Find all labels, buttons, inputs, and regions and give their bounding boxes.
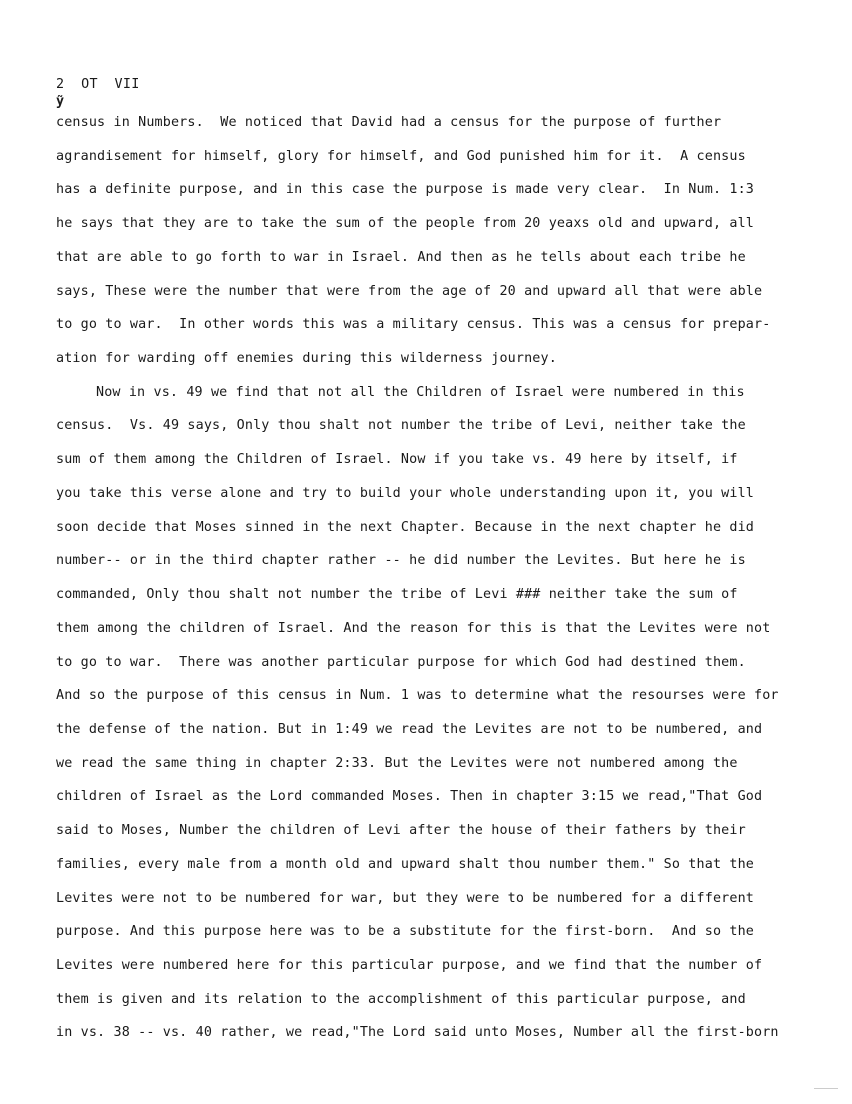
text-line: number-- or in the third chapter rather -- he did number the Levites. But here he is: [56, 553, 746, 569]
text-line: purpose. And this purpose here was to be a substitute for the first-born. And so the: [56, 924, 755, 940]
text-line: he says that they are to take the sum of the people from 20 yeaxs old and upward, all: [56, 216, 755, 232]
text-line: And so the purpose of this census in Num. 1 was to determine what the resourses were for: [56, 688, 779, 704]
text-line: sum of them among the Children of Israel. Now if you take vs. 49 here by itself, if: [56, 452, 738, 468]
scan-edge-mark: [814, 1088, 838, 1090]
text-line: to go to war. There was another particular purpose for which God had destined them.: [56, 654, 746, 670]
text-line: soon decide that Moses sinned in the next Chapter. Because in the next chapter he did: [56, 519, 755, 535]
text-line: that are able to go forth to war in Israel. And then as he tells about each tribe he: [56, 249, 746, 265]
text-line: to go to war. In other words this was a military census. This was a census for prepar-: [56, 317, 771, 333]
text-line: we read the same thing in chapter 2:33. But the Levites were not numbered among the: [56, 755, 738, 771]
text-line: said to Moses, Number the children of Levi after the house of their fathers by their: [56, 823, 746, 839]
text-line: them among the children of Israel. And the reason for this is that the Levites were not: [56, 620, 771, 636]
text-line: them is given and its relation to the accomplishment of this particular purpose, and: [56, 991, 746, 1007]
text-line: in vs. 38 -- vs. 40 rather, we read,"The Lord said unto Moses, Number all the first-born: [56, 1025, 779, 1041]
handwritten-mark: ỹ: [56, 94, 65, 109]
page-header: 2 OT VII: [56, 77, 140, 92]
text-line-paragraph-start: Now in vs. 49 we find that not all the Children of Israel were numbered in this: [96, 384, 745, 400]
text-line: ation for warding off enemies during this wilderness journey.: [56, 351, 557, 367]
text-line: Levites were not to be numbered for war, but they were to be numbered for a different: [56, 890, 755, 906]
text-line: has a definite purpose, and in this case the purpose is made very clear. In Num. 1:3: [56, 182, 755, 198]
text-line: the defense of the nation. But in 1:49 we read the Levites are not to be numbered, and: [56, 721, 763, 737]
text-line: says, These were the number that were from the age of 20 and upward all that were able: [56, 283, 763, 299]
text-line: census. Vs. 49 says, Only thou shalt not number the tribe of Levi, neither take the: [56, 418, 746, 434]
text-line: census in Numbers. We noticed that David had a census for the purpose of further: [56, 115, 722, 130]
text-line: you take this verse alone and try to build your whole understanding upon it, you will: [56, 485, 755, 501]
body-text: [56, 112, 816, 1056]
text-line: agrandisement for himself, glory for himself, and God punished him for it. A census: [56, 148, 746, 164]
text-line: children of Israel as the Lord commanded Moses. Then in chapter 3:15 we read,"That God: [56, 789, 763, 805]
text-line: commanded, Only thou shalt not number the tribe of Levi ### neither take the sum of: [56, 587, 738, 603]
text-line: families, every male from a month old and upward shalt thou number them." So that the: [56, 856, 755, 872]
text-line: Levites were numbered here for this particular purpose, and we find that the number of: [56, 957, 763, 973]
